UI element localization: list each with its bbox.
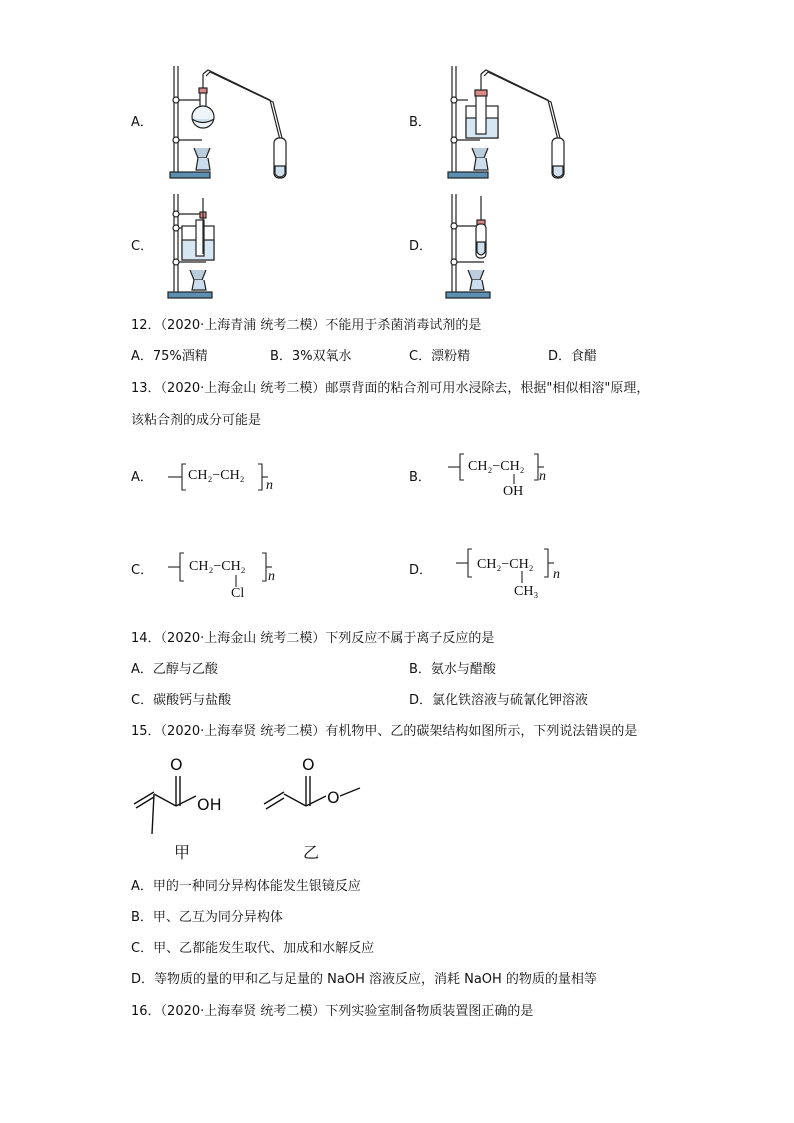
apparatus-b-diagram (438, 62, 578, 184)
q15-option-c: C．甲、乙都能发生取代、加成和水解反应 (131, 941, 375, 956)
apparatus-c-diagram (160, 190, 230, 302)
q13-option-a-formula: CH₂−CH₂ (188, 468, 245, 483)
option-c-label: C． (131, 239, 154, 254)
q12-option-c: C．漂粉精 (409, 349, 471, 364)
q13-option-d-label: D． (409, 563, 433, 578)
q13-option-b-substituent: OH (503, 484, 524, 499)
q13-option-d-n: n (553, 567, 560, 582)
q13-option-c-label: C． (131, 563, 154, 578)
molecule-jia-skeleton (130, 760, 250, 840)
q12-option-b: B．3%双氧水 (270, 349, 352, 364)
q14-option-c: C．碳酸钙与盐酸 (131, 693, 232, 708)
q13-option-c-n: n (268, 569, 275, 584)
q13-option-d-formula: CH₂−CH₂ (477, 557, 534, 572)
q15-option-b: B．甲、乙互为同分异构体 (131, 910, 283, 925)
q12-option-d: D．食醋 (548, 349, 598, 364)
q13-option-c-formula: CH₂−CH₂ (189, 559, 246, 574)
q14-option-b: B．氨水与醋酸 (409, 662, 496, 677)
q13-option-b-n: n (539, 469, 546, 484)
molecule-jia-label: 甲 (174, 843, 191, 862)
q15-stem: 15．（2020·上海奉贤 统考二模）有机物甲、乙的碳架结构如图所示，下列说法错误的是 (131, 724, 638, 739)
apparatus-d-diagram (438, 190, 508, 302)
option-a-label: A． (131, 115, 153, 130)
option-d-label: D． (409, 239, 433, 254)
q15-option-a: A．甲的一种同分异构体能发生银镜反应 (131, 879, 361, 894)
q13-option-a-n: n (266, 478, 273, 493)
q13-option-a-label: A． (131, 470, 153, 485)
molecule-yi-label: 乙 (303, 843, 320, 862)
q16-stem: 16．（2020·上海奉贤 统考二模）下列实验室制备物质装置图正确的是 (131, 1004, 534, 1019)
q13-option-b-label: B． (409, 470, 431, 485)
molecule-yi-o-ester: O (327, 788, 340, 807)
apparatus-a-diagram (160, 62, 300, 184)
q13-option-c-substituent: Cl (231, 586, 245, 601)
option-b-label: B． (409, 115, 431, 130)
q13-stem-line2: 该粘合剂的成分可能是 (131, 413, 262, 428)
q13-stem-line1: 13．（2020·上海金山 统考二模）邮票背面的粘合剂可用水浸除去，根据"相似相溶"原理， (131, 381, 650, 396)
q13-option-b-formula: CH₂−CH₂ (468, 459, 525, 474)
molecule-jia-o: O (170, 755, 183, 774)
q14-option-d: D．氯化铁溶液与硫氰化钾溶液 (409, 693, 589, 708)
molecule-jia-oh: OH (197, 795, 222, 814)
molecule-yi-o-carbonyl: O (302, 755, 315, 774)
q14-option-a: A．乙醇与乙酸 (131, 662, 218, 677)
q15-option-d: D．等物质的量的甲和乙与足量的 NaOH 溶液反应，消耗 NaOH 的物质的量相等 (131, 972, 597, 987)
q13-option-d-substituent: CH₃ (514, 584, 539, 599)
q14-stem: 14．（2020·上海金山 统考二模）下列反应不属于离子反应的是 (131, 631, 495, 646)
molecule-yi-skeleton (260, 760, 380, 820)
q12-stem: 12．（2020·上海青浦 统考二模）不能用于杀菌消毒试剂的是 (131, 318, 482, 333)
q12-option-a: A．75%酒精 (131, 349, 208, 364)
